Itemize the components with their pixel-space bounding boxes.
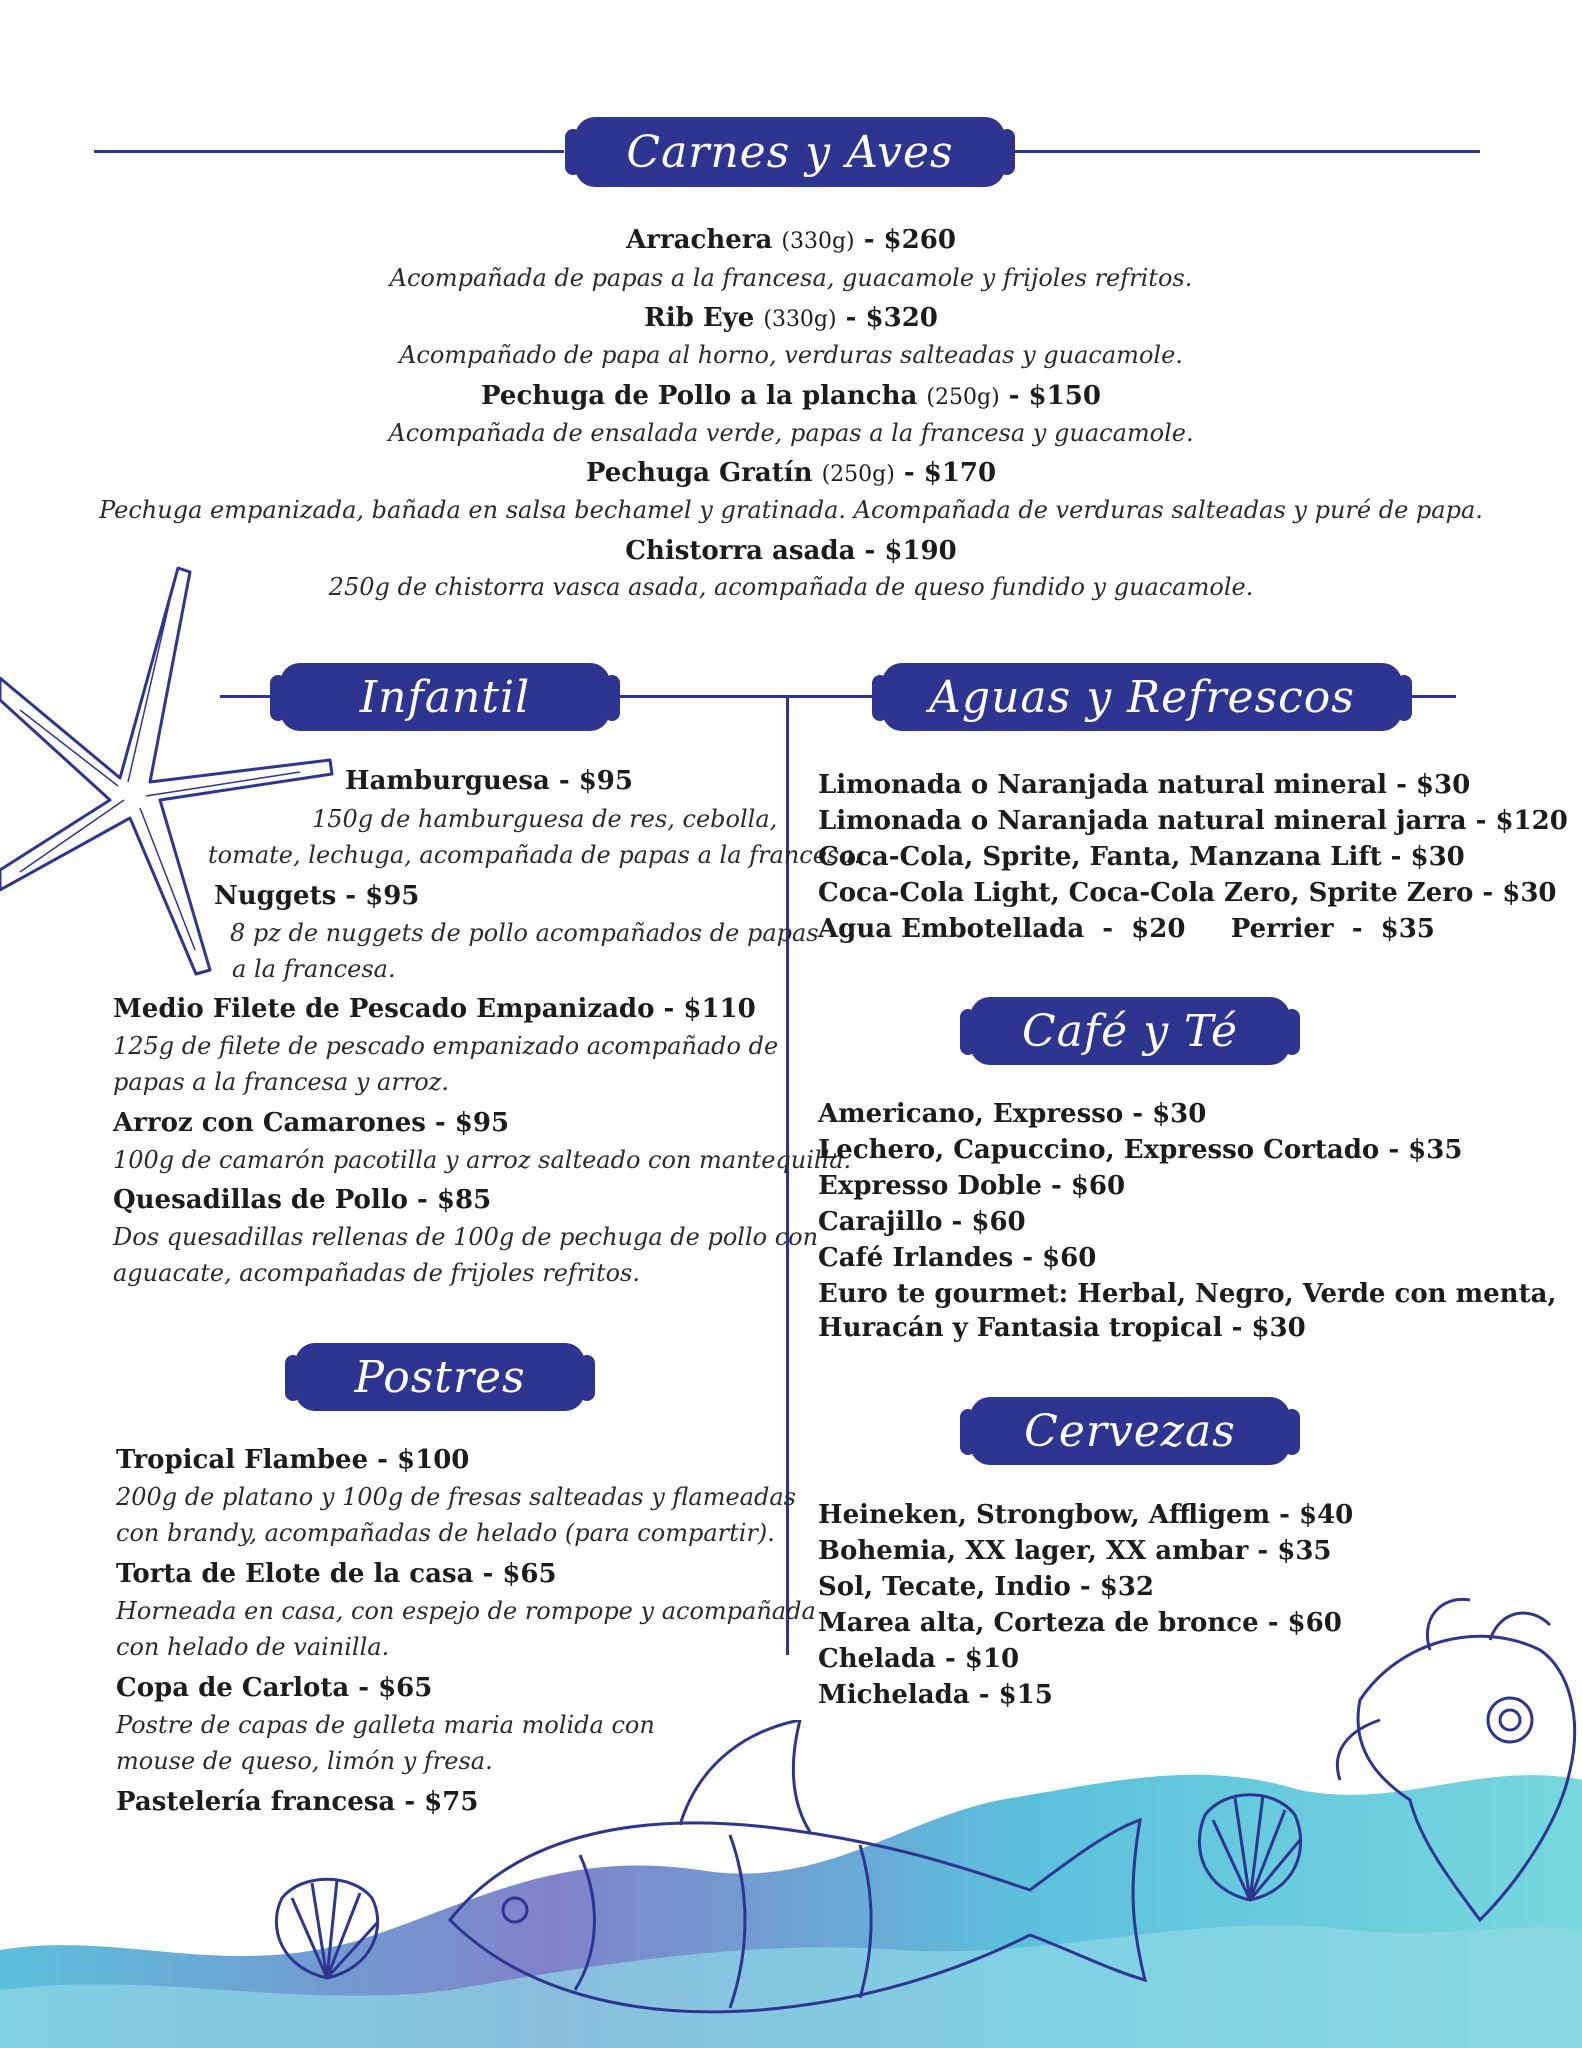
drink-item: Expresso Doble - $60 (818, 1171, 1126, 1201)
drink-item: Marea alta, Corteza de bronce - $60 (818, 1608, 1342, 1638)
drink-item: Carajillo - $60 (818, 1207, 1026, 1237)
cervezas-title: Cervezas (970, 1397, 1290, 1465)
drink-item: Lechero, Capuccino, Expresso Cortado - $35 (818, 1135, 1463, 1165)
drink-item: Chelada - $10 (818, 1644, 1020, 1674)
menu-item-name: Rib Eye (330g) - $320 (644, 303, 938, 333)
menu-item-name: Chistorra asada - $190 (625, 536, 957, 566)
drink-item: Michelada - $15 (818, 1680, 1053, 1710)
menu-item-name: Quesadillas de Pollo - $85 (113, 1185, 492, 1215)
menu-item-name: Arroz con Camarones - $95 (113, 1108, 510, 1138)
menu-item-name: Pechuga Gratín (250g) - $170 (585, 458, 997, 488)
menu-item-name: Pechuga de Pollo a la plancha (250g) - $150 (481, 381, 1101, 411)
menu-item-name: Hamburguesa - $95 (345, 766, 633, 796)
carnes-rule-right (1010, 150, 1480, 153)
drink-item: Sol, Tecate, Indio - $32 (818, 1572, 1154, 1602)
drink-item: Limonada o Naranjada natural mineral jarra - $120 (818, 806, 1568, 836)
menu-item-desc: Postre de capas de galleta maria molida con (116, 1711, 655, 1739)
menu-item-name: Medio Filete de Pescado Empanizado - $110 (113, 994, 756, 1024)
drink-item: Agua Embotellada - $20 Perrier - $35 (818, 914, 1435, 944)
seashell-illustration (262, 1868, 392, 1988)
drink-item: Café Irlandes - $60 (818, 1243, 1097, 1273)
drink-item: Americano, Expresso - $30 (818, 1099, 1207, 1129)
menu-item-name: Copa de Carlota - $65 (116, 1673, 433, 1703)
drink-item: Huracán y Fantasia tropical - $30 (818, 1313, 1306, 1343)
menu-item-desc: Pechuga empanizada, bañada en salsa bechamel y gratinada. Acompañada de verduras salteadas y puré de papa. (99, 496, 1483, 524)
infantil-title: Infantil (280, 663, 610, 731)
aguas-title: Aguas y Refrescos (882, 663, 1402, 731)
menu-item-desc: tomate, lechuga, acompañada de papas a la francesa. (208, 841, 862, 869)
carnes-rule-left (94, 150, 564, 153)
drink-item: Coca-Cola Light, Coca-Cola Zero, Sprite Zero - $30 (818, 878, 1557, 908)
drink-item: Bohemia, XX lager, XX ambar - $35 (818, 1536, 1332, 1566)
menu-item-name: Arrachera (330g) - $260 (626, 225, 956, 255)
menu-item-desc: papas a la francesa y arroz. (113, 1068, 450, 1096)
menu-item-desc: 150g de hamburguesa de res, cebolla, (312, 805, 778, 833)
coral-illustration (1320, 1580, 1582, 1940)
drink-item: Heineken, Strongbow, Affligem - $40 (818, 1500, 1354, 1530)
menu-item-name: Pastelería francesa - $75 (116, 1787, 479, 1817)
column-divider (786, 695, 789, 1655)
carnes-title: Carnes y Aves (575, 117, 1005, 187)
menu-item-desc: 100g de camarón pacotilla y arroz salteado con mantequilla. (113, 1146, 852, 1174)
menu-item-desc: mouse de queso, limón y fresa. (116, 1747, 493, 1775)
menu-item-name: Tropical Flambee - $100 (116, 1445, 470, 1475)
menu-item-desc: 8 pz de nuggets de pollo acompañados de papas (230, 919, 819, 947)
menu-item-desc: 125g de filete de pescado empanizado acompañado de (113, 1032, 779, 1060)
menu-item-desc: Acompañada de ensalada verde, papas a la francesa y guacamole. (388, 419, 1194, 447)
postres-title: Postres (295, 1343, 585, 1411)
fish-illustration (430, 1720, 1150, 2040)
starfish-illustration (0, 560, 340, 980)
menu-item-desc: con helado de vainilla. (116, 1633, 390, 1661)
menu-item-name: Nuggets - $95 (214, 881, 420, 911)
cafe-title: Café y Té (970, 997, 1290, 1065)
menu-item-desc: 250g de chistorra vasca asada, acompañada de queso fundido y guacamole. (328, 573, 1254, 601)
menu-item-desc: Horneada en casa, con espejo de rompope y acompañada (116, 1597, 816, 1625)
drink-item: Limonada o Naranjada natural mineral - $30 (818, 770, 1471, 800)
menu-item-desc: con brandy, acompañadas de helado (para compartir). (116, 1519, 775, 1547)
menu-item-name: Torta de Elote de la casa - $65 (116, 1559, 557, 1589)
menu-item-desc: 200g de platano y 100g de fresas salteadas y flameadas (116, 1483, 796, 1511)
menu-item-desc: aguacate, acompañadas de frijoles refritos. (113, 1259, 640, 1287)
menu-item-desc: a la francesa. (232, 955, 396, 983)
drink-item: Coca-Cola, Sprite, Fanta, Manzana Lift - $30 (818, 842, 1465, 872)
drink-item: Euro te gourmet: Herbal, Negro, Verde con menta, (818, 1279, 1557, 1309)
seashell-illustration (1185, 1780, 1315, 1910)
menu-item-desc: Acompañada de papas a la francesa, guacamole y frijoles refritos. (389, 264, 1193, 292)
menu-item-desc: Acompañado de papa al horno, verduras salteadas y guacamole. (399, 341, 1183, 369)
menu-item-desc: Dos quesadillas rellenas de 100g de pechuga de pollo con (113, 1223, 819, 1251)
